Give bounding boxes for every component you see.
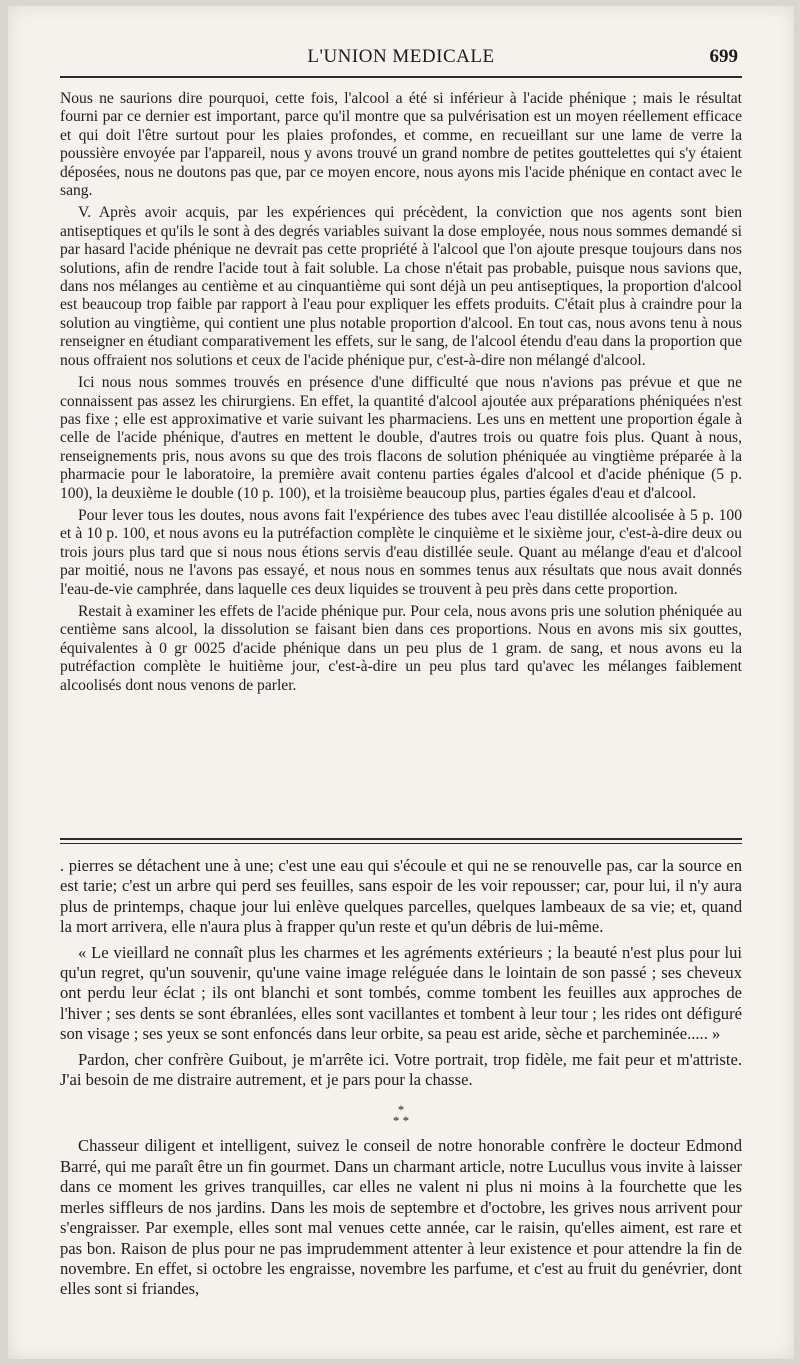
paragraph: Restait à examiner les effets de l'acide phénique pur. Pour cela, nous avons pris une solution phéniquée au centième sans alcool, la dissolution se faisant bien dans ces proportions. Nous en avons mis six gouttes, équivalentes à 0 gr 0025 d'acide phénique dans un peu plus de 1 gram. de sang, et nous avons eu la putréfaction complète le huitième jour, c'est-à-dire un peu plus tard qu'avec les mélanges faiblement alcoolisés dont nous venons de parler. — [60, 602, 742, 694]
paragraph: . pierres se détachent une à une; c'est une eau qui s'écoule et qui ne se renouvelle pas, car la source en est tarie; c'est un arbre qui perd ses feuilles, sans espoir de les voir repousser; car, pour lui, il n'y aura plus de printemps, chaque jour lui enlève quelques parcelles, quelques lambeaux de sa vie; et, quand la mort arrivera, elle n'aura plus à frapper qu'un reste et qu'un débris de lui-même. — [60, 856, 742, 937]
section-rule-bottom — [60, 843, 742, 844]
paragraph: Pour lever tous les doutes, nous avons fait l'expérience des tubes avec l'eau distillée alcoolisée à 5 p. 100 et à 10 p. 100, et nous avons eu la putréfaction complète le cinquième et le sixième jour, c'est-à-dire deux ou trois jours plus tard que si nous nous étions servis d'eau distillée seule. Quant au mélange d'eau et d'alcool par moitié, nous ne l'avons pas essayé, et nous nous en sommes tenus aux résultats que nous avait donnés l'eau-de-vie camphrée, dans laquelle ces deux liquides se trouvent à peu près dans cette proportion. — [60, 506, 742, 598]
paragraph: Chasseur diligent et intelligent, suivez le conseil de notre honorable confrère le docteur Edmond Barré, qui me paraît être un fin gourmet. Dans un charmant article, notre Lucullus vous invite à laisser dans ce moment les grives tranquilles, car elles ne valent ni plus ni moins à la fourchette que les merles siffleurs de nos jardins. Dans les mois de septembre et d'octobre, les grives nous arrivent pour s'engraisser. Par exemple, elles sont mal venues cette année, car le raisin, qu'elles aiment, est rare et pas bon. Raison de plus pour ne pas imprudemment attenter à leur existence et pour attendre la fin de novembre. En effet, si octobre les engraisse, novembre les parfume, et c'est au fruit du genévrier, dont elles sont si friandes, — [60, 1136, 742, 1299]
page-header — [8, 46, 794, 72]
section-separator: * * * — [392, 1102, 410, 1129]
quote-paragraph: « Le vieillard ne connaît plus les charmes et les agréments extérieurs ; la beauté n'est plus pour lui qu'un regret, qu'un souvenir, qu'une vaine image reléguée dans le lointain de son passé ; ses cheveux ont perdu leur éclat ; ils ont blanchi et sont tombés, comme tombent les feuilles aux approches de l'hiver ; ses dents se sont ébranlées, elles sont vacillantes et tombent à leur tour ; les rides ont défiguré son visage ; ses yeux se sont enfoncés dans leur orbite, sa peau est aride, sèche et parcheminée..... » — [60, 942, 742, 1044]
journal-title: L'UNION MEDICALE — [307, 46, 495, 67]
paragraph: Nous ne saurions dire pourquoi, cette fois, l'alcool a été si inférieur à l'acide phénique ; mais le résultat fourni par ce dernier est important, parce qu'il montre que sa pulvérisation est un moyen réellement efficace et qui doit l'être surtout pour les plaies profondes, et comme, en recueillant sur une lame de verre la poussière envoyée par l'appareil, nous y avons trouvé un grand nombre de petites gouttelettes qui s'y étaient déposées, nous ne doutons pas que, par ce moyen encore, nous ayons mis l'acide phénique en contact avec le sang. — [60, 90, 742, 200]
paragraph: Pardon, cher confrère Guibout, je m'arrête ici. Votre portrait, trop fidèle, me fait peur et m'attriste. J'ai besoin de me distraire autrement, et je pars pour la chasse. — [60, 1049, 742, 1090]
paragraph: V. Après avoir acquis, par les expériences qui précèdent, la conviction que nos agents sont bien antiseptiques et qu'ils le sont à des degrés variables suivant la dose employée, nous nous sommes demandé si par hasard l'acide phénique ne devrait pas cette propriété à l'alcool que l'on ajoute presque toujours dans nos solutions, afin de rendre l'acide tout à fait soluble. La chose n'était pas probable, puisque nous savions que, dans nos mélanges au centième et au cinquantième qui sont déjà un peu antiseptiques, la proportion d'alcool est beaucoup trop faible par rapport à l'eau pour expliquer les effets produits. C'était plus à craindre pour la solution au vingtième, qui contient une plus notable proportion d'alcool. En tout cas, nous avons tenu à nous renseigner en étudiant comparativement les effets, sur le sang, de l'alcool étendu d'eau dans la proportion que nous offraient nos solutions et ceux de l'acide phénique pur, c'est-à-dire non mélangé d'alcool. — [60, 204, 742, 369]
newspaper-page — [8, 6, 794, 1359]
header-rule — [60, 76, 742, 78]
page-number: 699 — [709, 46, 738, 67]
feuilleton-article — [60, 856, 742, 1305]
section-rule-top — [60, 838, 742, 840]
top-article — [60, 90, 742, 699]
paragraph: Ici nous nous sommes trouvés en présence d'une difficulté que nous n'avions pas prévue et que ne connaissent pas assez les chirurgiens. En effet, la quantité d'alcool ajoutée aux préparations phéniquées n'est pas fixe ; elle est approximative et varie suivant les pharmaciens. Les uns en mettent une proportion égale à celle de l'acide phénique, d'autres en mettent le double, d'autres trois ou quatre fois plus. Quant à nous, renseignements pris, nous avons su que des trois flacons de solution phéniquée au vingtième préparée à la pharmacie pour le laboratoire, la première avait contenu parties égales d'alcool et d'acide phénique (5 p. 100), la deuxième le double (10 p. 100), et la troisième beaucoup plus, parties égales d'eau et d'alcool. — [60, 374, 742, 502]
